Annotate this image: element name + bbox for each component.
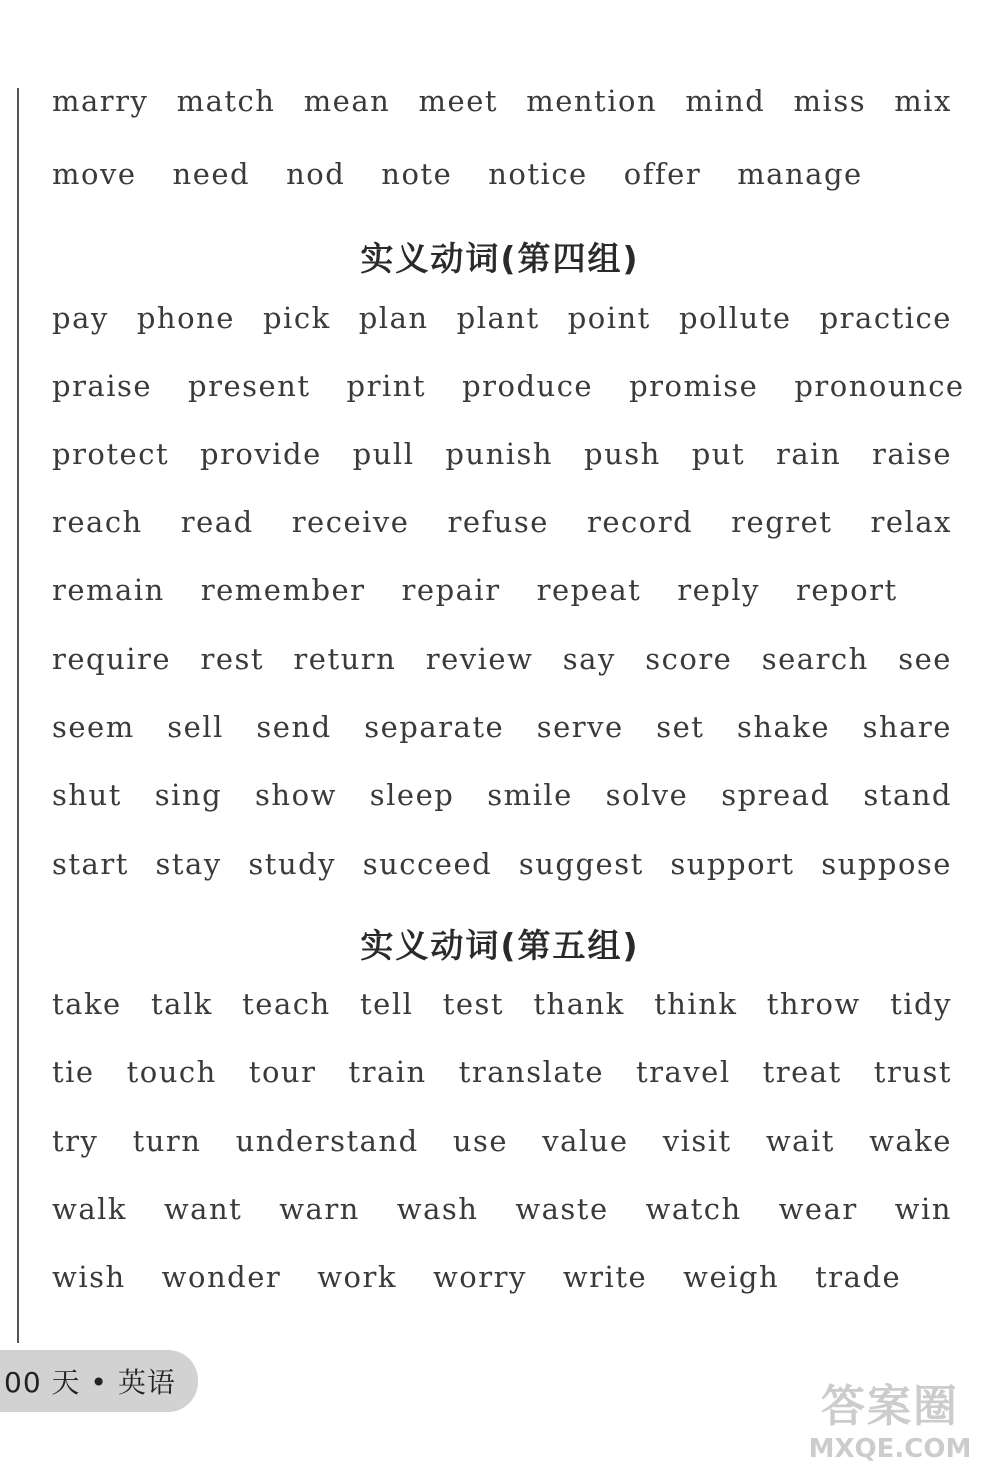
watermark-logo: 答案圈 bbox=[821, 1381, 959, 1432]
vocab-word: understand bbox=[235, 1124, 419, 1158]
word-row bbox=[52, 369, 965, 403]
vocab-word: punish bbox=[445, 437, 554, 471]
vocab-word: weigh bbox=[683, 1260, 780, 1294]
vocab-word: visit bbox=[662, 1124, 732, 1158]
vocab-word: start bbox=[52, 847, 129, 881]
vocab-word: win bbox=[894, 1192, 952, 1226]
vocab-word: point bbox=[567, 301, 651, 335]
vocab-word: offer bbox=[623, 157, 702, 191]
vocab-word: manage bbox=[737, 157, 863, 191]
vocab-word: stay bbox=[155, 847, 222, 881]
vocab-word: suppose bbox=[821, 847, 952, 881]
vocab-word: tidy bbox=[890, 987, 952, 1021]
vocab-word: share bbox=[862, 710, 952, 744]
vocab-word: sleep bbox=[369, 778, 455, 812]
vocab-word: write bbox=[562, 1260, 648, 1294]
word-row bbox=[52, 301, 952, 335]
vocab-word: pollute bbox=[678, 301, 792, 335]
vocab-word: rain bbox=[776, 437, 842, 471]
word-row bbox=[52, 710, 952, 744]
vocab-word: worry bbox=[432, 1260, 527, 1294]
vocab-word: serve bbox=[536, 710, 624, 744]
vocab-word: shut bbox=[52, 778, 122, 812]
vocab-word: wear bbox=[778, 1192, 858, 1226]
vocab-word: work bbox=[317, 1260, 397, 1294]
footer-tab bbox=[0, 1350, 198, 1412]
vocab-word: tie bbox=[52, 1055, 95, 1089]
vocab-word: put bbox=[691, 437, 746, 471]
vocab-word: show bbox=[255, 778, 337, 812]
vocab-word: mind bbox=[685, 84, 766, 118]
vocab-word: teach bbox=[242, 987, 331, 1021]
section-heading-group4: 实义动词(第四组) bbox=[360, 239, 640, 278]
vocab-word: throw bbox=[766, 987, 861, 1021]
vocab-word: waste bbox=[515, 1192, 609, 1226]
vocab-word: relax bbox=[870, 505, 952, 539]
vocab-word: note bbox=[381, 157, 453, 191]
vocab-word: take bbox=[52, 987, 122, 1021]
vocab-word: read bbox=[180, 505, 254, 539]
vocab-word: try bbox=[52, 1124, 99, 1158]
vocab-word: pull bbox=[352, 437, 415, 471]
section-heading-group5: 实义动词(第五组) bbox=[360, 926, 640, 965]
vocab-word: turn bbox=[132, 1124, 202, 1158]
vocab-word: plan bbox=[358, 301, 429, 335]
vocab-word: review bbox=[425, 642, 534, 676]
vocab-word: succeed bbox=[362, 847, 493, 881]
watermark-url: MXQE.COM bbox=[808, 1434, 972, 1464]
vocab-word: use bbox=[452, 1124, 509, 1158]
vocab-word: smile bbox=[487, 778, 573, 812]
vocab-word: wish bbox=[52, 1260, 126, 1294]
vocab-word: praise bbox=[52, 369, 153, 403]
vocab-word: mean bbox=[303, 84, 391, 118]
vocab-word: move bbox=[52, 157, 137, 191]
vocab-word: need bbox=[172, 157, 251, 191]
vocab-word: present bbox=[188, 369, 311, 403]
vocab-word: match bbox=[176, 84, 276, 118]
vocab-word: require bbox=[52, 642, 172, 676]
vocab-word: practice bbox=[819, 301, 952, 335]
vocab-word: mention bbox=[526, 84, 658, 118]
vocab-word: wonder bbox=[161, 1260, 282, 1294]
watermark bbox=[790, 1370, 990, 1465]
vocab-word: warn bbox=[279, 1192, 360, 1226]
vocab-word: return bbox=[293, 642, 397, 676]
word-row bbox=[52, 157, 952, 191]
vocab-word: report bbox=[796, 573, 898, 607]
vocab-word: push bbox=[584, 437, 661, 471]
vocab-word: marry bbox=[52, 84, 149, 118]
vocab-word: reach bbox=[52, 505, 143, 539]
vocab-word: test bbox=[442, 987, 505, 1021]
word-row bbox=[52, 1192, 952, 1226]
vocab-word: repair bbox=[401, 573, 501, 607]
vocab-word: produce bbox=[462, 369, 594, 403]
vocab-word: train bbox=[348, 1055, 427, 1089]
vocab-word: set bbox=[656, 710, 705, 744]
vocab-word: tour bbox=[248, 1055, 317, 1089]
vocab-word: think bbox=[654, 987, 738, 1021]
footer-label: 00 天 • 英语 bbox=[4, 1366, 176, 1399]
vocab-word: wake bbox=[869, 1124, 952, 1158]
vocab-word: regret bbox=[731, 505, 833, 539]
vocab-word: sell bbox=[167, 710, 224, 744]
vocab-word: see bbox=[898, 642, 952, 676]
vocab-word: travel bbox=[635, 1055, 731, 1089]
vocab-word: study bbox=[248, 847, 337, 881]
vocab-word: send bbox=[256, 710, 332, 744]
vocab-word: value bbox=[542, 1124, 629, 1158]
vocab-word: rest bbox=[200, 642, 265, 676]
vocab-word: provide bbox=[200, 437, 322, 471]
vocab-word: refuse bbox=[447, 505, 549, 539]
word-row bbox=[52, 1260, 952, 1294]
vocab-word: solve bbox=[605, 778, 689, 812]
vocab-word: score bbox=[645, 642, 733, 676]
vocab-word: notice bbox=[488, 157, 588, 191]
vocab-word: watch bbox=[645, 1192, 742, 1226]
vocab-word: spread bbox=[721, 778, 831, 812]
vocab-word: trust bbox=[873, 1055, 952, 1089]
vocab-word: remember bbox=[200, 573, 366, 607]
word-row bbox=[52, 642, 952, 676]
word-row bbox=[52, 573, 952, 607]
vocab-word: meet bbox=[418, 84, 499, 118]
vocab-word: receive bbox=[291, 505, 410, 539]
word-row bbox=[52, 505, 952, 539]
vocab-word: raise bbox=[872, 437, 952, 471]
vocab-word: miss bbox=[793, 84, 867, 118]
vocab-word: mix bbox=[894, 84, 952, 118]
vocab-word: record bbox=[586, 505, 694, 539]
vocab-word: remain bbox=[52, 573, 165, 607]
vocab-word: walk bbox=[52, 1192, 127, 1226]
vocab-word: touch bbox=[126, 1055, 217, 1089]
vocab-word: print bbox=[346, 369, 427, 403]
word-row bbox=[52, 987, 952, 1021]
word-row bbox=[52, 847, 952, 881]
vocab-word: nod bbox=[286, 157, 346, 191]
vocab-word: phone bbox=[136, 301, 235, 335]
vocab-word: seem bbox=[52, 710, 135, 744]
vocab-word: plant bbox=[456, 301, 540, 335]
vocab-word: support bbox=[670, 847, 795, 881]
word-row bbox=[52, 1124, 952, 1158]
vocab-word: talk bbox=[151, 987, 213, 1021]
word-row bbox=[52, 437, 952, 471]
vocab-word: separate bbox=[364, 710, 505, 744]
vocab-word: thank bbox=[533, 987, 625, 1021]
vocab-word: tell bbox=[360, 987, 414, 1021]
vocab-word: search bbox=[761, 642, 869, 676]
vocab-word: pick bbox=[262, 301, 331, 335]
vocab-word: say bbox=[562, 642, 616, 676]
vocab-word: trade bbox=[815, 1260, 902, 1294]
vocab-word: translate bbox=[458, 1055, 604, 1089]
vocab-word: want bbox=[163, 1192, 243, 1226]
word-row bbox=[52, 778, 952, 812]
vocab-word: wait bbox=[765, 1124, 835, 1158]
vocab-word: pay bbox=[52, 301, 109, 335]
vocab-word: repeat bbox=[536, 573, 642, 607]
vocab-word: sing bbox=[154, 778, 223, 812]
vocab-word: promise bbox=[629, 369, 759, 403]
vocab-word: reply bbox=[677, 573, 761, 607]
vocab-word: treat bbox=[762, 1055, 842, 1089]
vocab-word: wash bbox=[396, 1192, 479, 1226]
word-row bbox=[52, 84, 952, 118]
vocab-word: stand bbox=[863, 778, 952, 812]
vocab-word: protect bbox=[52, 437, 170, 471]
word-row bbox=[52, 1055, 952, 1089]
vocab-word: shake bbox=[736, 710, 831, 744]
vocab-word: suggest bbox=[518, 847, 644, 881]
vocab-word: pronounce bbox=[794, 369, 965, 403]
